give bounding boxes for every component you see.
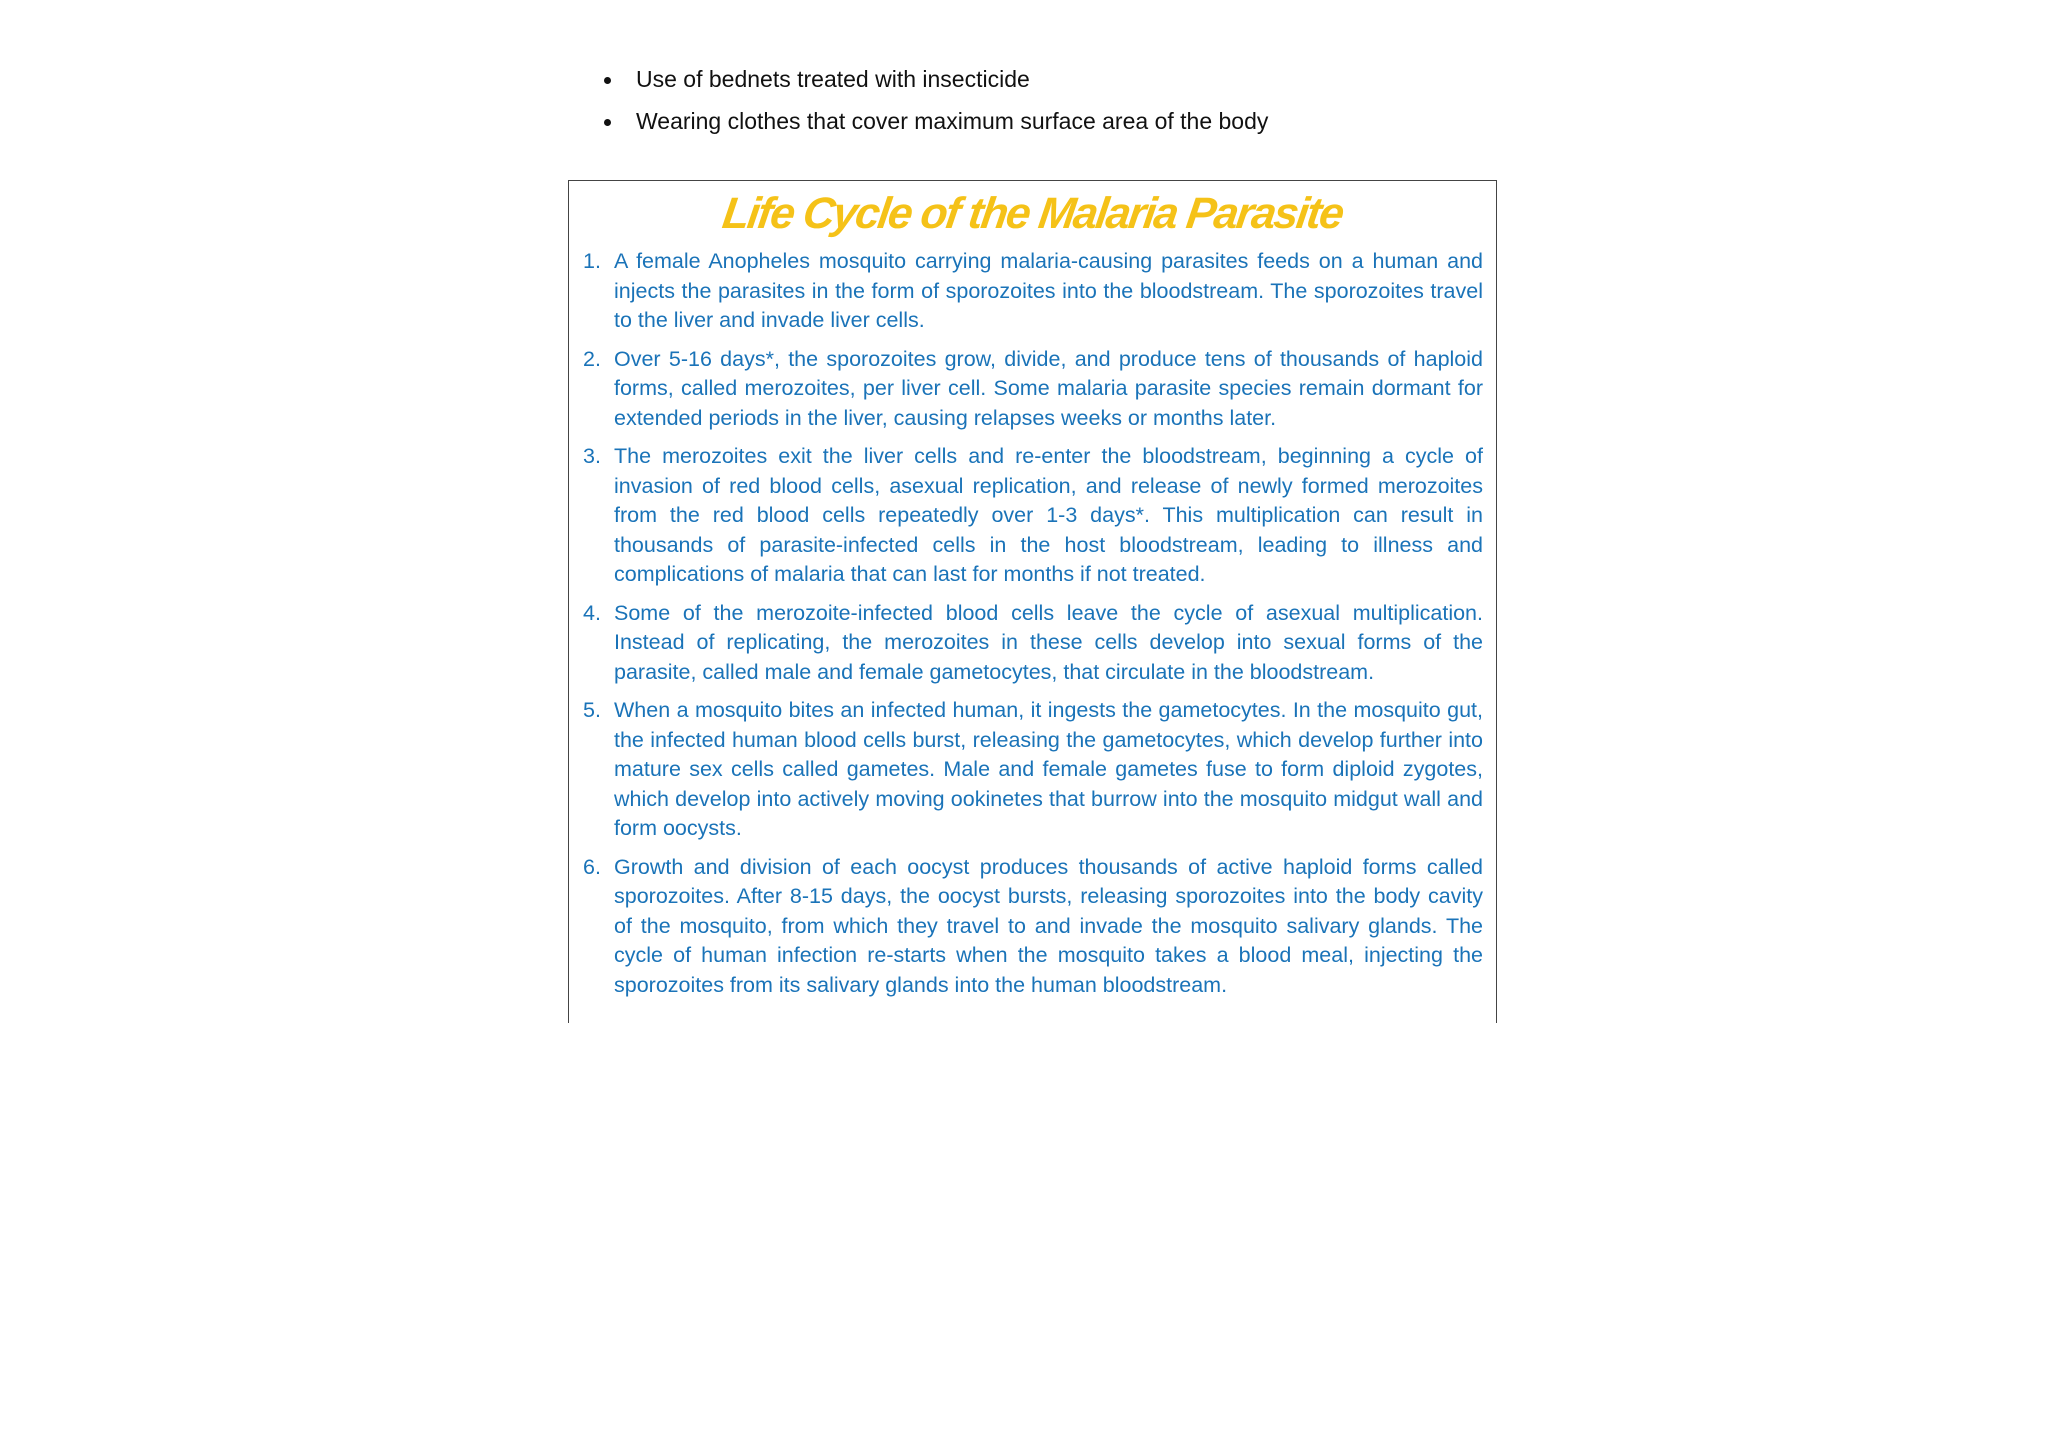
lifecycle-step (583, 853, 1483, 1001)
lifecycle-step (583, 599, 1483, 688)
step-number: 1. (583, 249, 601, 273)
lifecycle-step (583, 442, 1483, 590)
lifecycle-title: Life Cycle of the Malaria Parasite (719, 189, 1346, 238)
lifecycle-step (583, 247, 1483, 336)
step-number: 2. (583, 346, 601, 371)
lifecycle-box (568, 180, 1497, 1023)
lifecycle-step (583, 696, 1483, 844)
bullet-text: Wearing clothes that cover maximum surface area of the body (636, 108, 1269, 134)
bullet-dot-icon (604, 119, 611, 126)
bullet-item (604, 58, 1268, 100)
bullet-item (604, 100, 1268, 142)
prevention-bullet-list (604, 58, 1268, 142)
lifecycle-step (583, 345, 1483, 434)
step-number: 6. (583, 854, 601, 879)
step-text: A female Anopheles mosquito carrying malaria-causing parasites feeds on a human and injects the parasites in the form of sporozoites into the bloodstream. The sporozoites travel to the liver and invade liver cells. (614, 249, 1483, 332)
step-number: 4. (583, 600, 601, 625)
bullet-dot-icon (604, 77, 611, 84)
step-text: Some of the merozoite-infected blood cells leave the cycle of asexual multiplication. Instead of replicating, the merozoites in these cells develop into sexual forms of the parasite, called male and female gametocytes, that circulate in the bloodstream. (614, 600, 1483, 684)
step-number: 5. (583, 698, 601, 722)
step-number: 3. (583, 444, 601, 468)
step-text: The merozoites exit the liver cells and re-enter the bloodstream, beginning a cycle of invasion of red blood cells, asexual replication, and release of newly formed merozoites from the red blood cells repeatedly over 1-3 days*. This multiplication can result in thousands of parasite-infected cells in the host bloodstream, leading to illness and complications of malaria that can last for months if not treated. (614, 444, 1483, 586)
bullet-text: Use of bednets treated with insecticide (636, 66, 1030, 92)
step-text: When a mosquito bites an infected human, it ingests the gametocytes. In the mosquito gut, the infected human blood cells burst, releasing the gametocytes, which develop further into mature sex cells called gametes. Male and female gametes fuse to form diploid zygotes, which develop into actively moving ookinetes that burrow into the mosquito midgut wall and form oocysts. (614, 698, 1483, 840)
step-text: Growth and division of each oocyst produces thousands of active haploid forms called sporozoites. After 8-15 days, the oocyst bursts, releasing sporozoites into the body cavity of the mosquito, from which they travel to and invade the mosquito salivary glands. The cycle of human infection re-starts when the mosquito takes a blood meal, injecting the sporozoites from its salivary glands into the human bloodstream. (614, 854, 1483, 997)
step-text: Over 5-16 days*, the sporozoites grow, divide, and produce tens of thousands of haploid forms, called merozoites, per liver cell. Some malaria parasite species remain dormant for extended periods in the liver, causing relapses weeks or months later. (614, 346, 1483, 430)
lifecycle-steps-list (583, 247, 1483, 1009)
